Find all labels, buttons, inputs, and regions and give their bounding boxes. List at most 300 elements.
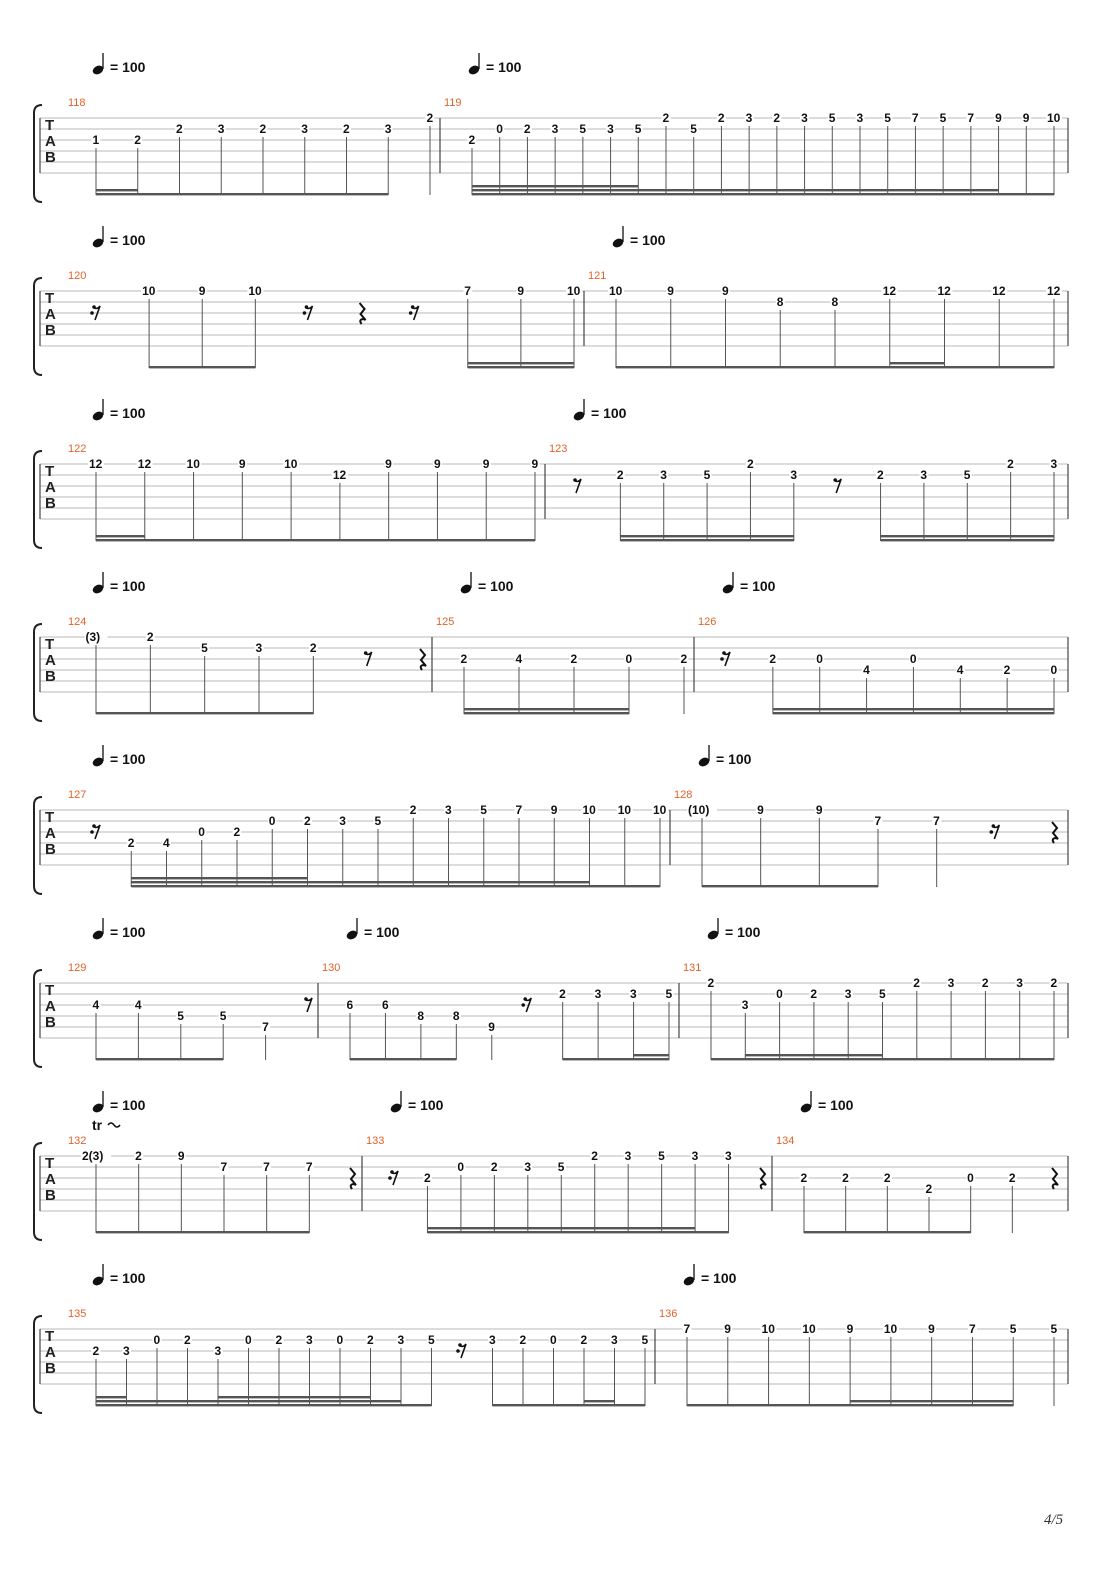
fret-number: 3 (384, 122, 392, 136)
fret-note (493, 1333, 528, 1406)
beam (888, 189, 916, 191)
fret-number: 2 (127, 836, 135, 850)
tempo-label: = 100 (364, 924, 400, 940)
beam (625, 885, 660, 887)
fret-note (932, 1322, 977, 1406)
fret-note (464, 652, 524, 714)
beam (595, 1231, 628, 1233)
fret-number: 9 (531, 457, 539, 471)
beam (634, 1054, 669, 1056)
fret-number: 2 (800, 1171, 808, 1185)
fret-number: 0 (967, 1171, 974, 1185)
fret-note (96, 133, 142, 195)
beam (638, 193, 666, 195)
fret-note (1026, 111, 1062, 195)
beam (913, 712, 960, 714)
beam (1026, 193, 1054, 195)
fret-note (554, 1333, 589, 1406)
fret-note (867, 652, 918, 714)
fret-number: 12 (1047, 284, 1061, 298)
fret-number: 9 (928, 1322, 935, 1336)
fret-note (777, 111, 809, 195)
beam (951, 1058, 985, 1060)
tab-clef-letter: A (45, 1344, 56, 1361)
tempo-label: = 100 (110, 1097, 146, 1113)
beam (181, 1058, 223, 1060)
tempo-label: = 100 (725, 924, 761, 940)
fret-note (237, 814, 277, 887)
beam (664, 539, 707, 541)
beam (138, 1058, 180, 1060)
fret-note (472, 122, 504, 195)
fret-note (138, 122, 184, 195)
beam (773, 708, 820, 710)
beam (500, 189, 528, 191)
beam (519, 881, 554, 883)
beam (437, 539, 486, 541)
fret-note (488, 1333, 497, 1406)
fret-number: 2 (616, 468, 624, 482)
fret-note (96, 457, 153, 541)
tab-system (34, 1264, 1068, 1413)
fret-number: 10 (567, 284, 581, 298)
fret-note (1020, 976, 1059, 1060)
fret-note (876, 468, 885, 541)
fret-note (202, 825, 242, 887)
fret-number: 5 (690, 122, 697, 136)
fret-note (917, 976, 956, 1060)
beam (472, 193, 500, 195)
beam (96, 1400, 127, 1402)
fret-number: 2 (304, 814, 311, 828)
beam (263, 193, 305, 195)
tempo-marking (389, 1091, 443, 1114)
fret-note (437, 457, 490, 541)
fret-number: 9 (757, 803, 764, 817)
beam (237, 885, 272, 887)
fret-number: 8 (417, 1009, 425, 1023)
fret-number: 2 (810, 987, 818, 1001)
fret-note (221, 122, 267, 195)
fret-note (846, 1171, 892, 1233)
fret-number: 2 (426, 111, 434, 125)
fret-note (157, 1333, 192, 1406)
fret-note (343, 814, 383, 887)
beam (671, 366, 726, 368)
beam (528, 1227, 561, 1229)
tab-clef-letter: T (45, 290, 55, 307)
fret-note (346, 998, 355, 1060)
fret-note (707, 976, 716, 1060)
beam (343, 885, 378, 887)
fret-note (427, 1160, 465, 1233)
beam (662, 1231, 695, 1233)
rest-dot (458, 1343, 462, 1347)
fret-number: 2 (662, 111, 670, 125)
tempo-marking (91, 1091, 145, 1114)
fret-note (181, 1009, 228, 1060)
beam (413, 881, 448, 883)
fret-number: 2 (233, 825, 241, 839)
beam (521, 366, 574, 368)
beam (527, 185, 555, 187)
fret-note (561, 1149, 599, 1233)
fret-number: 5 (641, 1333, 649, 1347)
fret-note (835, 284, 898, 368)
fret-note (461, 1160, 499, 1233)
fret-number: 7 (683, 1322, 691, 1336)
fret-number: 7 (263, 1160, 270, 1174)
measure (68, 226, 582, 368)
fret-number: 2 (1008, 1171, 1016, 1185)
beam (891, 1400, 932, 1402)
tempo-marking (799, 1091, 853, 1114)
beam (887, 1231, 929, 1233)
fret-note (972, 1322, 1017, 1406)
fret-number: 2 (367, 1333, 374, 1347)
fret-number: 5 (884, 111, 891, 125)
fret-number: 4 (163, 836, 170, 850)
fret-number: 10 (609, 284, 623, 298)
measure (68, 399, 540, 541)
fret-number: 10 (1047, 111, 1061, 125)
tempo-label: = 100 (478, 578, 514, 594)
fret-note (814, 987, 853, 1060)
fret-number: 10 (248, 284, 262, 298)
fret-number: 12 (882, 284, 897, 298)
beam (595, 1227, 628, 1229)
fret-number: 5 (703, 468, 711, 482)
fret-note (887, 1182, 933, 1233)
fret-note (259, 641, 318, 714)
measure-number: 123 (549, 443, 568, 455)
beam (611, 185, 639, 187)
beam (814, 1054, 848, 1056)
fret-note (628, 1149, 666, 1233)
fret-note (694, 111, 726, 195)
measure (68, 1091, 356, 1233)
fret-number: 10 (582, 803, 596, 817)
fret-note (263, 122, 309, 195)
fret-number: 10 (617, 803, 632, 817)
tempo-label: = 100 (818, 1097, 854, 1113)
beam (472, 185, 500, 187)
fret-number: 12 (137, 457, 152, 471)
fret-number: 2 (559, 987, 566, 1001)
fret-note (494, 1160, 532, 1233)
fret-note (726, 295, 785, 368)
beam (972, 1400, 1013, 1402)
fret-note (92, 998, 101, 1060)
fret-note (96, 1344, 131, 1406)
beam (1011, 535, 1054, 537)
fret-number: 2 (134, 133, 141, 147)
fret-note (620, 468, 668, 541)
fret-number: 2 (877, 468, 884, 482)
fret-note (598, 987, 638, 1060)
fret-note (347, 122, 393, 195)
measure (322, 918, 674, 1060)
fret-number: 2 (883, 1171, 891, 1185)
beam (967, 535, 1010, 537)
fret-note (167, 825, 207, 887)
fret-note (242, 457, 299, 541)
beam (96, 193, 138, 195)
tab-system (34, 918, 1068, 1067)
measure (588, 226, 1062, 368)
beam (726, 366, 781, 368)
fret-note (768, 652, 777, 714)
fret-number: 9 (667, 284, 674, 298)
fret-note (141, 284, 157, 368)
beam (850, 1404, 891, 1406)
beam (308, 885, 343, 887)
page-number: 4/5 (1044, 1512, 1064, 1528)
system-brace (34, 970, 42, 1067)
fret-number: 2 (773, 111, 781, 125)
fret-note (85, 630, 108, 714)
measure-number: 130 (322, 962, 341, 974)
measure-number: 129 (68, 962, 87, 974)
fret-note (463, 284, 472, 368)
fret-note (809, 1322, 854, 1406)
beam (218, 1400, 249, 1402)
fret-note (721, 111, 753, 195)
beam (745, 1058, 779, 1060)
beam (583, 189, 611, 191)
beam (279, 1400, 310, 1402)
fret-number: 0 (550, 1333, 557, 1347)
fret-note (662, 1149, 700, 1233)
measure-number: 132 (68, 1135, 87, 1147)
fret-number: 0 (245, 1333, 252, 1347)
fret-number: 9 (433, 457, 441, 471)
fret-note (745, 987, 784, 1060)
beam (769, 1404, 810, 1406)
beam (449, 881, 484, 883)
beam (749, 189, 777, 191)
tab-clef-letter: B (45, 1187, 56, 1204)
fret-note (194, 457, 247, 541)
beam (915, 189, 943, 191)
fret-note (890, 284, 953, 368)
beam (96, 189, 138, 191)
beam (371, 1400, 402, 1402)
fret-number: 3 (741, 998, 749, 1012)
beam (96, 1396, 127, 1398)
fret-number: 5 (1009, 1322, 1017, 1336)
beam (308, 881, 343, 883)
rest-dot (90, 830, 94, 834)
measure-number: 128 (674, 789, 693, 801)
beam (555, 185, 583, 187)
rest-dot (304, 997, 308, 1001)
fret-note (832, 111, 864, 195)
rest-dot (390, 1170, 394, 1174)
tab-system (34, 399, 1068, 548)
beam (804, 1231, 846, 1233)
system-brace (34, 1316, 42, 1413)
measure-number: 133 (366, 1135, 385, 1147)
beam (202, 366, 255, 368)
fret-number: 10 (761, 1322, 775, 1336)
rest-dot (523, 997, 527, 1001)
beam (913, 708, 960, 710)
tempo-marking (91, 1264, 145, 1287)
fret-number: 4 (863, 663, 870, 677)
beam (181, 1231, 224, 1233)
fret-note (625, 803, 668, 887)
tempo-label: = 100 (110, 578, 146, 594)
fret-number: 10 (802, 1322, 816, 1336)
fret-note (401, 1333, 436, 1406)
beam (805, 193, 833, 195)
fret-note (88, 457, 104, 541)
fret-note (528, 1160, 566, 1233)
fret-number: 3 (947, 976, 955, 990)
beam (378, 885, 413, 887)
fret-note (971, 111, 1003, 195)
beam (139, 1231, 182, 1233)
fret-number: 0 (496, 122, 503, 136)
rest-dot (92, 824, 96, 828)
fret-number: 9 (815, 803, 823, 817)
fret-note (1011, 457, 1059, 541)
fret-note (279, 1333, 314, 1406)
beam (890, 366, 945, 368)
fret-number: 2 (519, 1333, 527, 1347)
beam (427, 1227, 460, 1229)
measure (659, 1264, 1059, 1406)
beam (814, 1058, 848, 1060)
fret-number: 12 (937, 284, 951, 298)
beam (745, 1054, 779, 1056)
beam (350, 1058, 385, 1060)
fret-number: 3 (397, 1333, 405, 1347)
beam (555, 189, 583, 191)
tempo-label: = 100 (110, 751, 146, 767)
rest-dot (521, 1003, 525, 1007)
fret-note (340, 1333, 375, 1406)
fret-number: 7 (967, 111, 975, 125)
fret-number: 2 (135, 1149, 142, 1163)
fret-note (616, 468, 625, 541)
fret-note (634, 987, 674, 1060)
fret-note (616, 284, 675, 368)
beam (728, 1404, 769, 1406)
fret-note (305, 122, 351, 195)
rest-dot (388, 1176, 392, 1180)
fret-note (371, 1333, 406, 1406)
fret-note (749, 111, 781, 195)
tempo-label: = 100 (110, 924, 146, 940)
fret-number: 0 (153, 1333, 161, 1347)
fret-number: 3 (594, 987, 602, 1001)
measure (776, 1091, 1058, 1233)
beam (305, 193, 347, 195)
beam (389, 539, 438, 541)
measure (674, 745, 1058, 887)
beam (242, 539, 291, 541)
tempo-marking (572, 399, 626, 422)
measure-number: 131 (683, 962, 702, 974)
fret-number: 9 (238, 457, 246, 471)
fret-note (728, 1322, 777, 1406)
system-brace (34, 624, 42, 721)
tempo-marking (91, 399, 145, 422)
fret-note (850, 1322, 899, 1406)
fret-number: 0 (457, 1160, 465, 1174)
fret-number: 4 (956, 663, 964, 677)
beam (1011, 539, 1054, 541)
beam (464, 712, 519, 714)
tab-clef-letter: B (45, 495, 56, 512)
fret-number: 10 (284, 457, 298, 471)
beam (820, 708, 867, 710)
beam (707, 535, 750, 537)
fret-note (205, 641, 264, 714)
beam (711, 1058, 745, 1060)
beam (620, 535, 663, 537)
fret-number: 3 (217, 122, 225, 136)
fret-note (915, 111, 947, 195)
fret-note (563, 987, 603, 1060)
fret-note (149, 284, 207, 368)
fret-number: 9 (1022, 111, 1030, 125)
fret-number: (3) (85, 630, 101, 644)
fret-note (960, 663, 1011, 714)
fret-number: 2 (146, 630, 154, 644)
tab-clef-letter: B (45, 1360, 56, 1377)
beam (584, 1400, 615, 1402)
beam (888, 193, 916, 195)
beam (527, 193, 555, 195)
fret-note (891, 1322, 936, 1406)
tab-clef-letter: A (45, 998, 56, 1015)
fret-number: 0 (776, 987, 783, 1001)
fret-number: 3 (691, 1149, 699, 1163)
fret-number: 4 (92, 998, 100, 1012)
fret-note (687, 803, 717, 887)
fret-note (554, 803, 597, 887)
fret-number: 10 (142, 284, 156, 298)
tab-clef-letter: T (45, 117, 55, 134)
fret-number: 3 (725, 1149, 732, 1163)
fret-number: 2 (1003, 663, 1011, 677)
beam (259, 712, 313, 714)
beam (932, 1404, 973, 1406)
trill-mark: tr (92, 1117, 103, 1133)
fret-note (800, 1171, 809, 1233)
tab-clef-letter: B (45, 668, 56, 685)
tempo-marking (706, 918, 760, 941)
fret-number: 2 (460, 652, 468, 666)
fret-note (308, 814, 348, 887)
beam (1020, 1058, 1054, 1060)
fret-number: 2 (259, 122, 267, 136)
fret-number: 2 (343, 122, 350, 136)
fret-note (500, 122, 532, 195)
fret-note (848, 987, 887, 1060)
beam (528, 1231, 561, 1233)
beam (484, 881, 519, 883)
fret-number: 3 (445, 803, 452, 817)
fret-number: 3 (306, 1333, 313, 1347)
beam (881, 535, 924, 537)
fret-number: 2 (490, 1160, 498, 1174)
fret-note (181, 1160, 228, 1233)
fret-number: 0 (268, 814, 276, 828)
